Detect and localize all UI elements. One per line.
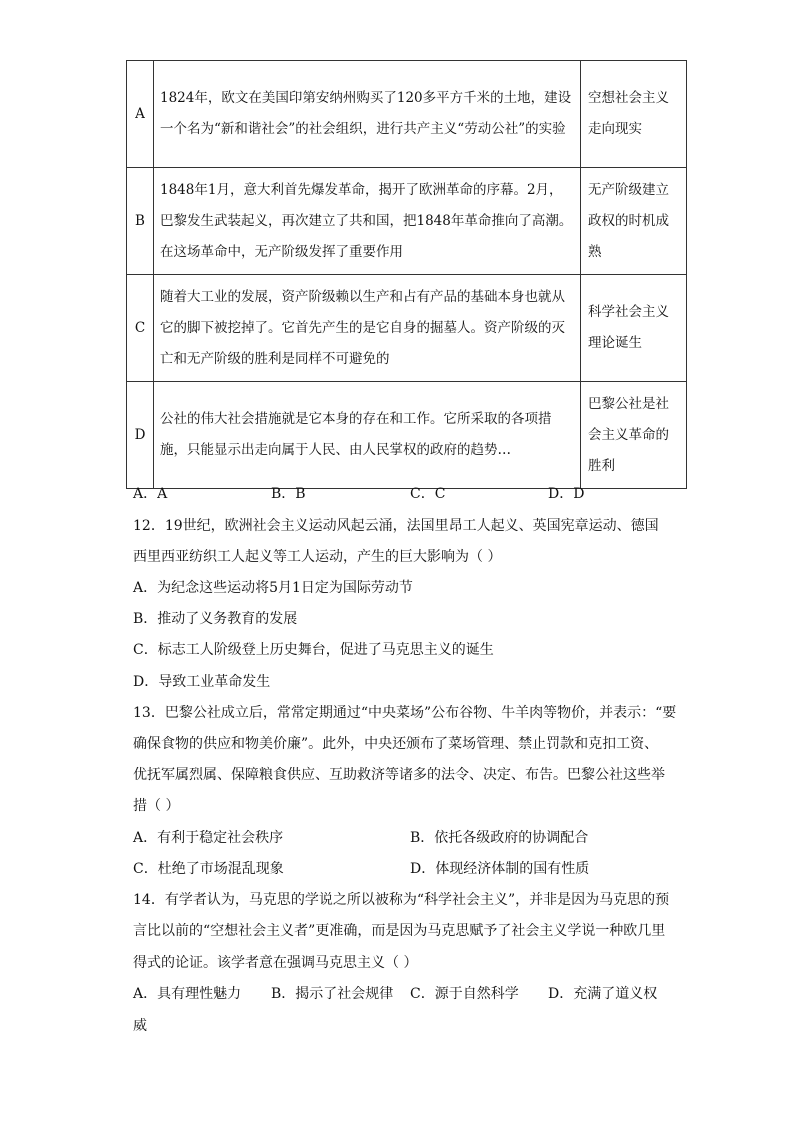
- q12-option-b[interactable]: B．推动了义务教育的发展: [133, 611, 298, 627]
- row-conclusion: 空想社会主义走向现实: [581, 61, 687, 168]
- row-letter: B: [127, 168, 154, 275]
- q14-option-a[interactable]: A．具有理性魅力: [133, 986, 242, 1002]
- row-letter: D: [127, 382, 154, 489]
- row-conclusion: 科学社会主义理论诞生: [581, 275, 687, 382]
- q14-option-d-wrap: 威: [133, 1018, 147, 1034]
- option-c[interactable]: C．C: [410, 486, 446, 502]
- q14-stem-line: 言比以前的“空想社会主义者”更准确，而是因为马克思赋予了社会主义学说一种欧几里: [133, 923, 666, 939]
- q14-option-d[interactable]: D．充满了道义权: [548, 986, 658, 1002]
- q13-stem-line: 措（ ）: [133, 798, 180, 814]
- q12-option-a[interactable]: A．为纪念这些运动将5月1日定为国际劳动节: [133, 580, 413, 596]
- q14-option-b[interactable]: B．揭示了社会规律: [271, 986, 394, 1002]
- row-conclusion: 无产阶级建立政权的时机成熟: [581, 168, 687, 275]
- row-description: 随着大工业的发展，资产阶级赖以生产和占有产品的基础本身也就从它的脚下被挖掉了。它首先产生的是它自身的掘墓人。资产阶级的灭亡和无产阶级的胜利是同样不可避免的: [154, 275, 581, 382]
- q13-stem-line: 13．巴黎公社成立后，常常定期通过“中央菜场”公布谷物、牛羊肉等物价，并表示：“要: [133, 705, 677, 721]
- q12-stem-line: 12．19世纪，欧洲社会主义运动风起云涌，法国里昂工人起义、英国宪章运动、德国: [133, 518, 659, 534]
- option-a[interactable]: A．A: [133, 486, 168, 502]
- table-row: [127, 275, 687, 382]
- row-letter: C: [127, 275, 154, 382]
- q13-option-c[interactable]: C．杜绝了市场混乱现象: [133, 861, 284, 877]
- q13-stem-line: 优抚军属烈属、保障粮食供应、互助救济等诸多的法令、决定、布告。巴黎公社这些举: [133, 767, 665, 783]
- table-row: [127, 168, 687, 275]
- q12-option-c[interactable]: C．标志工人阶级登上历史舞台，促进了马克思主义的诞生: [133, 642, 494, 658]
- q14-stem-line: 得式的论证。该学者意在强调马克思主义（ ）: [133, 955, 418, 971]
- q14-option-c[interactable]: C．源于自然科学: [410, 986, 519, 1002]
- q12-stem-line: 西里西亚纺织工人起义等工人运动，产生的巨大影响为（ ）: [133, 549, 502, 565]
- option-b[interactable]: B．B: [271, 486, 306, 502]
- q13-stem-line: 确保食物的供应和物美价廉”。此外，中央还颁布了菜场管理、禁止罚款和克扣工资、: [133, 736, 659, 752]
- q12-option-d[interactable]: D．导致工业革命发生: [133, 674, 271, 690]
- q14-stem-line: 14．有学者认为，马克思的学说之所以被称为“科学社会主义”，并非是因为马克思的预: [133, 892, 670, 908]
- row-description: 公社的伟大社会措施就是它本身的存在和工作。它所采取的各项措施，只能显示出走向属于人民、由人民掌权的政府的趋势…: [154, 382, 581, 489]
- option-d[interactable]: D．D: [548, 486, 585, 502]
- table-row: [127, 61, 687, 168]
- row-description: 1848年1月，意大利首先爆发革命，揭开了欧洲革命的序幕。2月，巴黎发生武装起义，再次建立了共和国，把1848年革命推向了高潮。在这场革命中，无产阶级发挥了重要作用: [154, 168, 581, 275]
- q13-option-d[interactable]: D．体现经济体制的国有性质: [410, 861, 590, 877]
- q13-option-a[interactable]: A．有利于稳定社会秩序: [133, 830, 284, 846]
- table-row: [127, 382, 687, 489]
- row-conclusion: 巴黎公社是社会主义革命的胜利: [581, 382, 687, 489]
- row-letter: A: [127, 61, 154, 168]
- q13-option-b[interactable]: B．依托各级政府的协调配合: [410, 830, 589, 846]
- comparison-table: [126, 60, 687, 489]
- row-description: 1824年，欧文在美国印第安纳州购买了120多平方千米的土地，建设一个名为“新和谐社会”的社会组织，进行共产主义“劳动公社”的实验: [154, 61, 581, 168]
